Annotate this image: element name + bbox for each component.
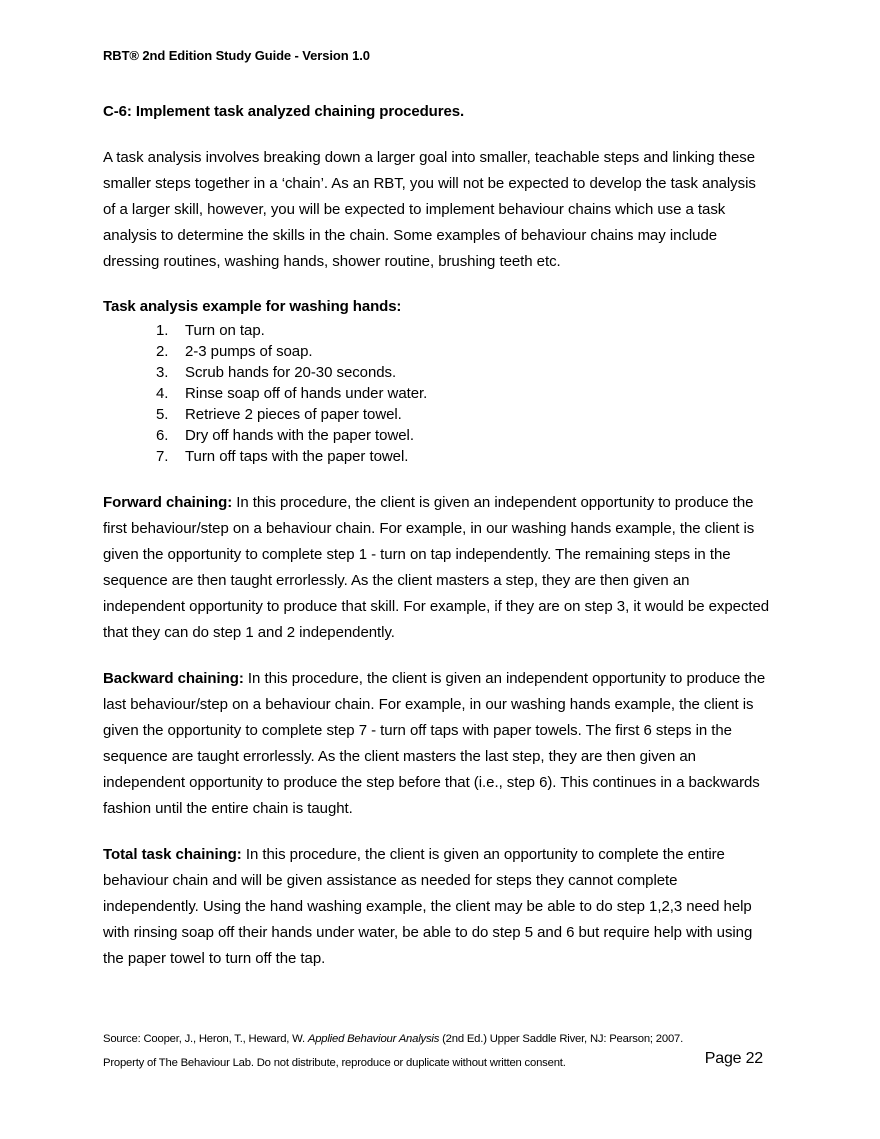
list-item: Rinse soap off of hands under water. [185,385,428,402]
list-item: Retrieve 2 pieces of paper towel. [185,406,402,423]
source-suffix: (2nd Ed.) Upper Saddle River, NJ: Pearson; 2007. [439,1033,684,1045]
list-item: Dry off hands with the paper towel. [185,427,414,444]
property-notice: Property of The Behaviour Lab. Do not distribute, reproduce or duplicate without written consent. [103,1057,566,1069]
forward-chaining-text: In this procedure, the client is given an independent opportunity to produce the first behaviour/step on a behaviour chain. For example, in our washing hands example, the client is given the opportunity to complete step 1 - turn on tap independently. The remaining steps in the sequence are then taught errorlessly. As the client masters a step, they are then given an independent opportunity to produce that skill. For example, if they are on step 3, it would be expected that they can do step 1 and 2 independently. [103,494,770,641]
forward-chaining-label: Forward chaining: [103,494,233,511]
backward-chaining-label: Backward chaining: [103,670,244,687]
source-citation [103,1027,773,1051]
intro-paragraph: A task analysis involves breaking down a larger goal into smaller, teachable steps and linking these smaller steps together in a ‘chain’. As an RBT, you will not be expected to develop the task analysis of a larger skill, however, you will be expected to implement behaviour chains which use a task analysis to determine the skills in the chain. Some examples of behaviour chains may include dressing routines, washing hands, shower routine, brushing teeth etc. [103,149,756,270]
section-title: C-6: Implement task analyzed chaining procedures. [103,103,465,120]
list-item: 2-3 pumps of soap. [185,343,313,360]
backward-chaining-paragraph [103,666,771,822]
total-task-chaining-paragraph [103,842,771,972]
footer-bottom-row [103,1051,773,1075]
list-item: Turn off taps with the paper towel. [185,448,409,465]
task-analysis-title: Task analysis example for washing hands: [103,298,402,315]
page-number: Page 22 [704,1050,763,1067]
document-footer [103,1027,773,1075]
list-item: Scrub hands for 20-30 seconds. [185,364,397,381]
backward-chaining-text: In this procedure, the client is given an independent opportunity to produce the last behaviour/step on a behaviour chain. For example, in our washing hands example, the client is given the opportunity to complete step 7 - turn off taps with paper towels. The first 6 steps in the sequence are taught errorlessly. As the client masters the last step, they are then given an independent opportunity to produce the step before that (i.e., step 6). This continues in a backwards fashion until the entire chain is taught. [103,670,766,817]
total-task-chaining-text: In this procedure, the client is given an opportunity to complete the entire behaviour chain and will be given assistance as needed for steps they cannot complete independently. Using the hand washing example, the client may be able to do step 1,2,3 need help with rinsing soap off their hands under water, be able to do step 5 and 6 but require help with using the paper towel to turn off the tap. [103,846,753,967]
total-task-chaining-label: Total task chaining: [103,846,242,863]
source-title-italic: Applied Behaviour Analysis [307,1033,440,1045]
forward-chaining-paragraph [103,490,771,646]
list-item: Turn on tap. [185,322,265,339]
document-header: RBT® 2nd Edition Study Guide - Version 1.0 [103,48,370,63]
document-body [103,101,771,992]
task-analysis-list [103,320,771,467]
source-prefix: Source: Cooper, J., Heron, T., Heward, W. [103,1033,308,1045]
